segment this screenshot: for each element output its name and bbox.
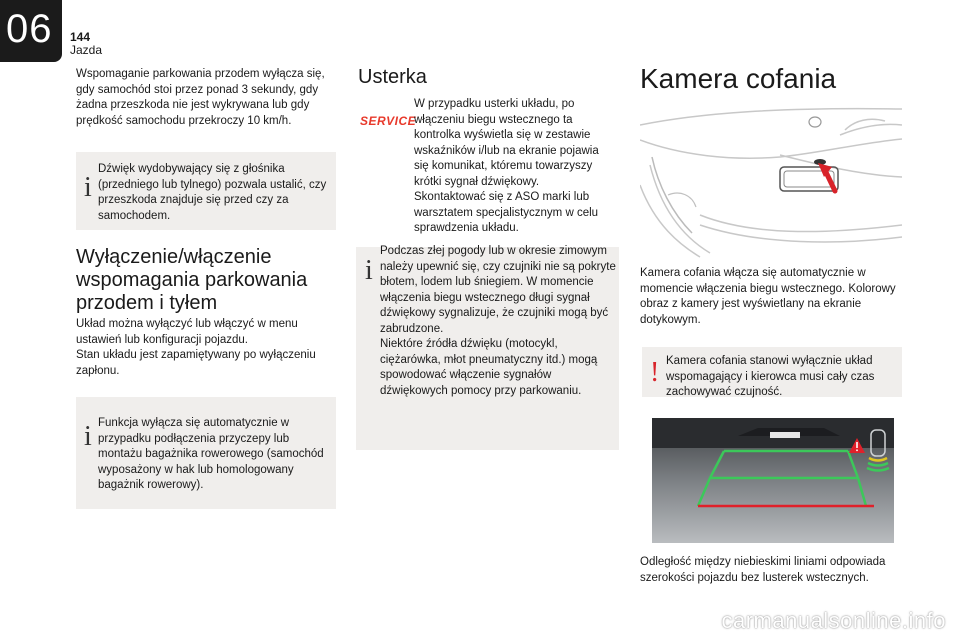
intro-paragraph: Wspomaganie parkowania przodem wyłącza się, gdy samochód stoi przez ponad 3 sekundy, gdy żadna przeszkoda nie jest wykrywana lub gdy prędkość samochodu przekroczy 10 km/h. [76, 68, 325, 127]
chapter-tab [0, 0, 62, 62]
info-note-speaker [76, 152, 336, 230]
watermark: carmanualsonline.info [721, 608, 946, 633]
brand-logo [809, 117, 821, 127]
info-note-weather [356, 247, 619, 450]
section-heading-camera: Kamera cofania [640, 63, 837, 94]
warning-note-text: Kamera cofania stanowi wyłącznie układ wspomagający i kierowca musi cały czas zachowywać czujność. [666, 355, 875, 398]
car-rear-illustration [640, 95, 902, 260]
fault-paragraph: W przypadku usterki układu, po włączeniu biegu wstecznego ta kontrolka wyświetla się w zestawie wskaźników i/lub na ekranie pojawia się komunikat, któremu towarzyszy krótki sygnał dźwiękowy. Skontaktować się z ASO marki lub warsztatem specjalistycznym w celu sprawdzenia układu. [414, 98, 599, 234]
info-note-text: Podczas złej pogody lub w okresie zimowym należy upewnić się, czy czujniki nie są pokryte błotem, lodem lub śniegiem. W momencie włączenia biegu wstecznego długi sygnał dźwiękowy sygnalizuje, że czujniki mogą być zabrudzone. Niektóre źródła dźwięku (motocykl, ciężarówka, młot pneumatyczny itd.) mogą spowodować włączenie sygnałów dźwiękowych pomocy przy parkowaniu. [380, 245, 616, 397]
section-name: Jazda [70, 43, 103, 57]
info-note-text: Funkcja wyłącza się automatycznie w przypadku podłączenia przyczepy lub montażu bagażnika rowerowego (samochód wyposażony w hak lub homologowany bagażnik rowerowy). [98, 417, 324, 491]
info-note-trailer [76, 397, 336, 509]
camera-paragraph: Kamera cofania włącza się automatycznie w momencie włączenia biegu wstecznego. Kolorowy obraz z kamery jest wyświetlany na ekranie dotykowym. [640, 267, 896, 326]
toggle-paragraph: Układ można wyłączyć lub włączyć w menu ustawień lub konfiguracji pojazdu. Stan układu jest zapamiętywany po wyłączeniu zapłonu. [76, 318, 316, 377]
info-icon: i [365, 255, 373, 286]
camera-screen [652, 418, 894, 543]
info-icon: i [84, 172, 92, 203]
info-icon: i [84, 421, 92, 452]
section-heading-fault: Usterka [358, 66, 427, 88]
warning-icon: ! [650, 357, 660, 388]
warning-note [642, 347, 902, 397]
camera-caption: Odległość między niebieskimi liniami odpowiada szerokości pojazdu bez lusterek wstecznych. [640, 556, 886, 584]
section-heading-toggle: Wyłączenie/włączenie wspomagania parkowania przodem i tyłem [76, 246, 308, 314]
service-warning-icon: SERVICE [360, 114, 417, 128]
chapter-number: 06 [6, 7, 53, 51]
info-note-text: Dźwięk wydobywający się z głośnika (przedniego lub tylnego) pozwala ustalić, czy przeszkoda znajduje się przed czy za samochodem. [98, 163, 327, 222]
page-number: 144 [70, 30, 91, 44]
